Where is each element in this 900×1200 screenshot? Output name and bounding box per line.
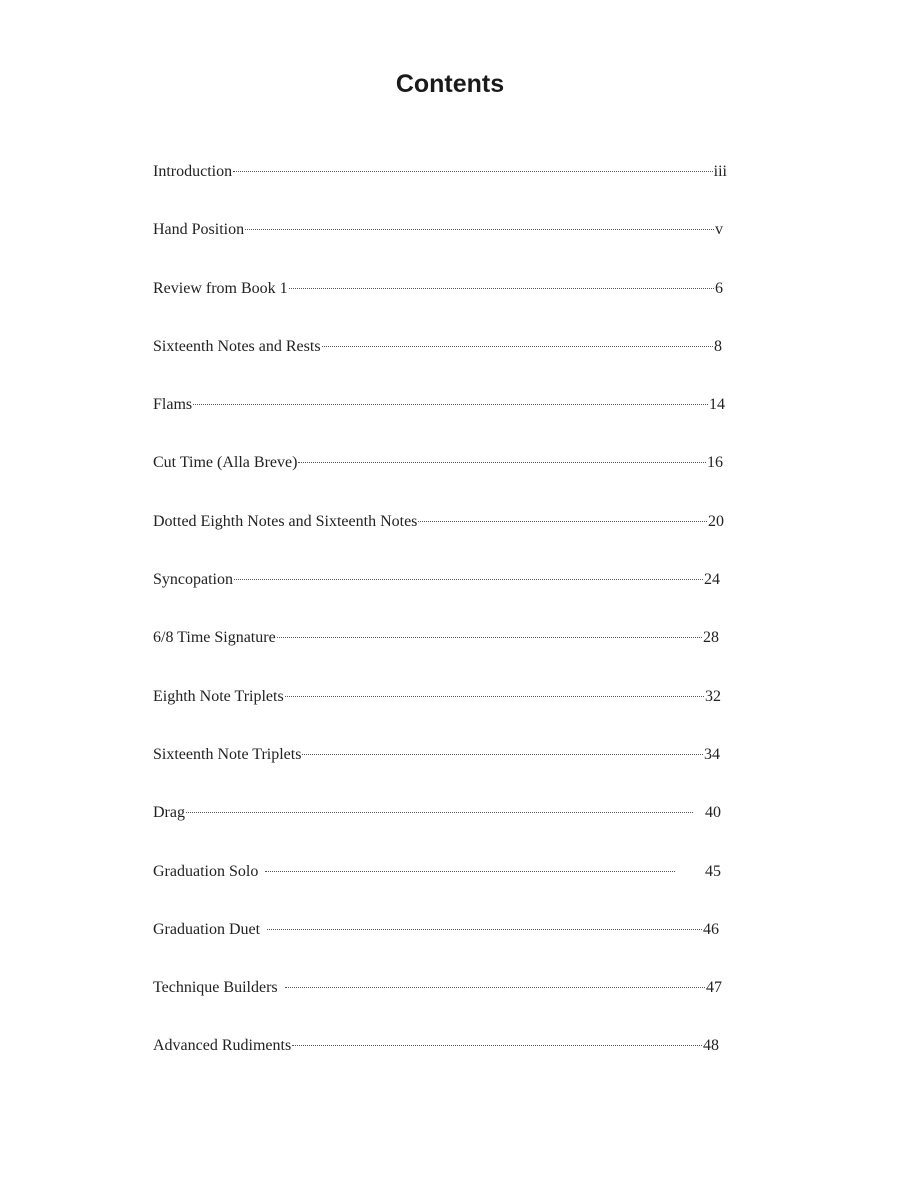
toc-entry-page: v: [715, 221, 723, 239]
toc-entry: [153, 801, 753, 859]
toc-entry-label: Sixteenth Note Triplets: [153, 745, 302, 763]
toc-entry: [153, 277, 753, 335]
toc-entry-label: 6/8 Time Signature: [153, 629, 276, 647]
dot-leader: [285, 696, 704, 697]
toc-entry-label: Dotted Eighth Notes and Sixteenth Notes: [153, 512, 418, 530]
toc-entry-label: Eighth Note Triplets: [153, 687, 284, 705]
toc-entry: [153, 510, 753, 568]
toc-entry-label: Flams: [153, 396, 193, 414]
toc-entry-label: Cut Time (Alla Breve): [153, 454, 298, 472]
toc-entry-page: 45: [705, 862, 721, 880]
dot-leader: [234, 579, 703, 580]
toc-entry-page: 48: [703, 1037, 719, 1055]
toc-entry-label: Hand Position: [153, 221, 245, 239]
toc-entry-page: 32: [705, 687, 721, 705]
toc-entry-page: 34: [704, 745, 720, 763]
dot-leader: [322, 346, 713, 347]
table-of-contents: [153, 160, 753, 1093]
toc-entry-page: iii: [713, 163, 727, 180]
toc-entry-page: 47: [706, 979, 722, 997]
dot-leader: [277, 637, 702, 638]
toc-entry: [153, 451, 753, 509]
dot-leader: [289, 288, 714, 289]
toc-entry-page: 16: [707, 454, 723, 472]
toc-entry-label: Graduation Duet: [153, 920, 261, 938]
dot-leader: [302, 754, 703, 755]
toc-entry-label: Review from Book 1: [153, 279, 288, 297]
toc-entry: [153, 1034, 753, 1092]
toc-entry-label: Drag: [153, 804, 185, 822]
page-title: Contents: [395, 70, 505, 98]
toc-entry-page: 8: [714, 337, 722, 355]
dot-leader: [186, 812, 693, 813]
toc-entry-label: Advanced Rudiments: [153, 1037, 292, 1055]
dot-leader: [298, 462, 706, 463]
toc-entry-label: Technique Builders: [153, 979, 278, 997]
dot-leader: [245, 229, 714, 230]
toc-entry: [153, 393, 753, 451]
toc-entry-label: Graduation Solo: [153, 862, 259, 880]
toc-entry: [153, 160, 753, 218]
toc-entry-page: 20: [708, 512, 724, 530]
toc-entry: [153, 568, 753, 626]
toc-entry-page: 28: [703, 629, 719, 647]
toc-entry-label: Syncopation: [153, 571, 233, 589]
toc-entry: [153, 626, 753, 684]
dot-leader: [285, 987, 705, 988]
toc-entry-label: Introduction: [153, 163, 233, 180]
toc-entry-page: 24: [704, 571, 720, 589]
toc-entry-label: Sixteenth Notes and Rests: [153, 337, 321, 355]
dot-leader: [193, 404, 708, 405]
toc-entry-page: 6: [715, 279, 723, 297]
dot-leader: [418, 521, 707, 522]
toc-entry: [153, 335, 753, 393]
toc-entry: [153, 860, 753, 918]
dot-leader: [233, 171, 713, 172]
dot-leader: [265, 871, 675, 872]
dot-leader: [292, 1045, 702, 1046]
toc-entry-page: 46: [703, 920, 719, 938]
dot-leader: [267, 929, 702, 930]
toc-entry-page: 40: [705, 804, 721, 822]
toc-entry: [153, 685, 753, 743]
toc-entry: [153, 218, 753, 276]
toc-entry: [153, 918, 753, 976]
toc-entry: [153, 976, 753, 1034]
toc-entry: [153, 743, 753, 801]
toc-entry-page: 14: [709, 396, 725, 414]
